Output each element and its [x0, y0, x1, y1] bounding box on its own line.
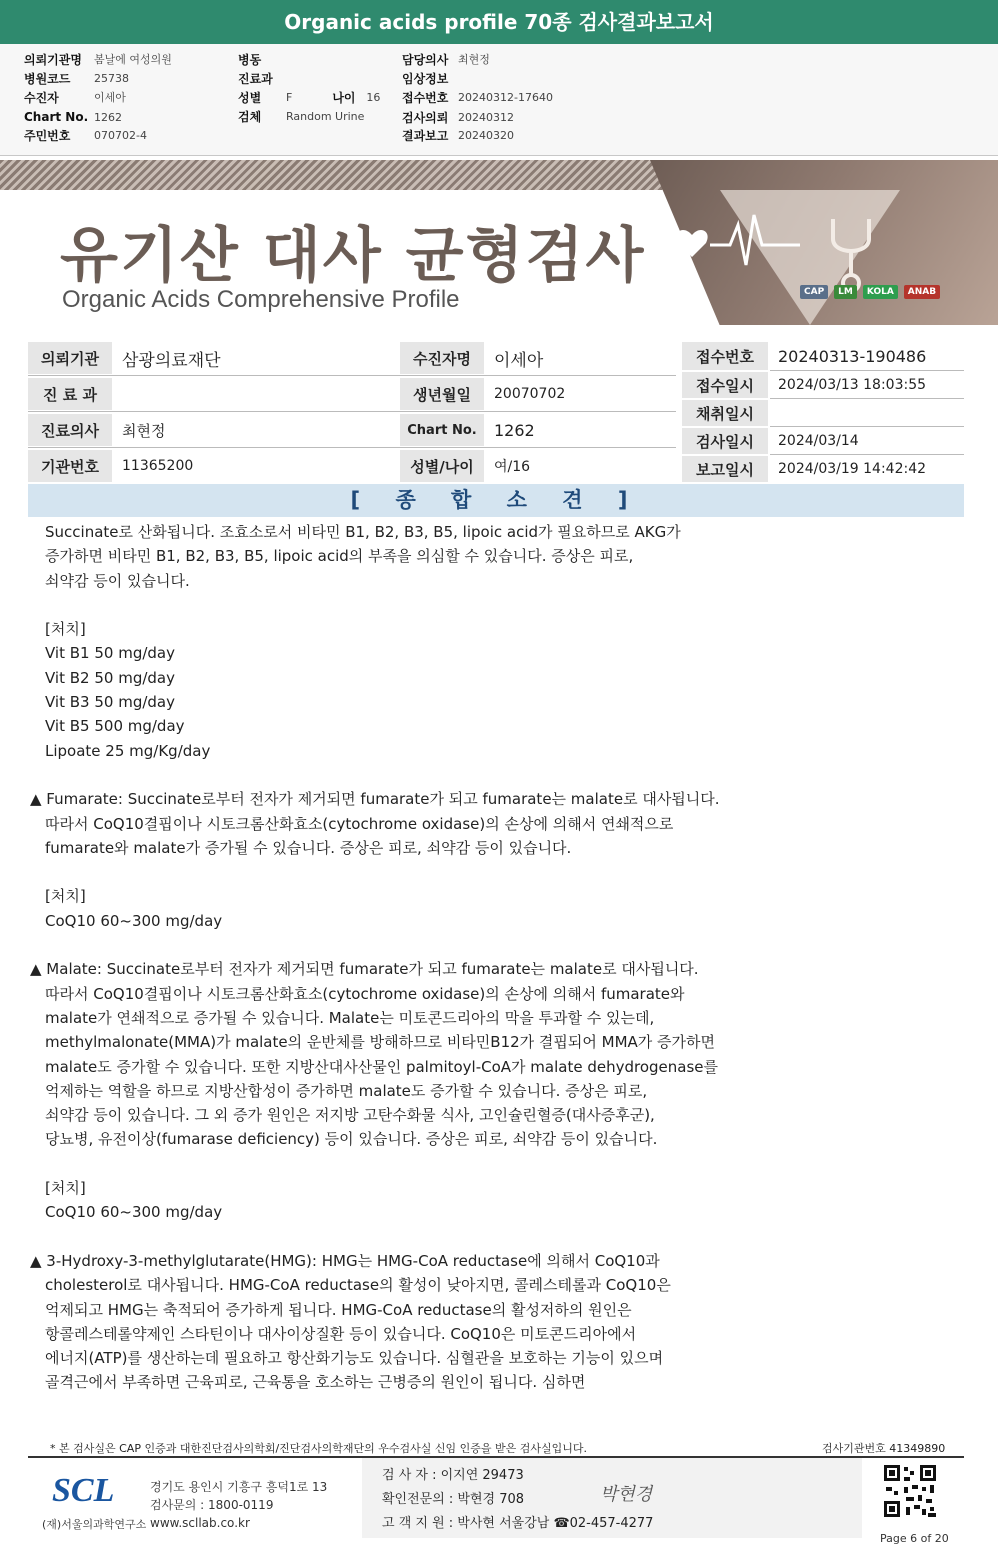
doctor-value: 최현정: [458, 53, 490, 66]
summary-line: Vit B1 50 mg/day: [45, 644, 175, 663]
summary-line: 항콜레스테롤약제인 스타틴이나 대사이상질환 등이 있습니다. CoQ10은 미토콘드리아에서: [45, 1324, 637, 1343]
tester: 검 사 자 : 이지연 29473: [382, 1468, 524, 1483]
specimen-label: 검체: [238, 109, 262, 124]
info-doctor-value: 최현정: [122, 421, 166, 440]
info-patient-label: 수진자명: [400, 342, 484, 374]
summary-line: malate도 증가할 수 있습니다. 또한 지방산대사산물인 palmitoyl-CoA가 malate dehydrogenase를: [45, 1057, 719, 1076]
report-value: 20240320: [458, 128, 514, 142]
request-label: 검사의뢰: [402, 110, 449, 125]
info-orgno-label: 기관번호: [28, 450, 112, 482]
summary-line: ▲ Fumarate: Succinate로부터 전자가 제거되면 fumarate가 되고 fumarate는 malate로 대사됩니다.: [30, 790, 720, 809]
requester-value: 봄날에 여성의원: [94, 53, 172, 66]
requester-label: 의뢰기관명: [24, 52, 82, 67]
address-block: [150, 1478, 327, 1532]
summary-line: [30, 1225, 960, 1249]
org-name: (재)서울의과학연구소: [42, 1518, 147, 1531]
summary-line: [30, 763, 960, 787]
info-test-label: 검사일시: [682, 428, 768, 454]
summary-line: [처치]: [45, 1179, 86, 1198]
summary-line: ▲ Malate: Succinate로부터 전자가 제거되면 fumarate가 되고 fumarate는 malate로 대사됩니다.: [30, 960, 699, 979]
report-page: [0, 160, 998, 1564]
summary-line: 따라서 CoQ10결핍이나 시토크롬산화효소(cytochrome oxidase)의 손상에 의해서 연쇄적으로: [45, 814, 674, 833]
info-receiptdt-label: 접수일시: [682, 372, 768, 398]
summary-line: malate가 연쇄적으로 증가될 수 있습니다. Malate는 미토콘드리아의 막을 투과할 수 있는데,: [45, 1008, 655, 1027]
info-doctor-label: 진료의사: [28, 414, 112, 446]
info-report-label: 보고일시: [682, 456, 768, 482]
info-sexage-label: 성별/나이: [400, 450, 484, 482]
kola-logo: KOLA: [863, 285, 898, 299]
divider: [770, 398, 964, 399]
qr-code-icon: [882, 1463, 938, 1519]
summary-line: ▲ 3-Hydroxy-3-methylglutarate(HMG): HMG는 HMG-CoA reductase에 의해서 CoQ10과: [30, 1251, 660, 1270]
signature: 박현경: [600, 1484, 653, 1504]
divider: [770, 454, 964, 455]
info-collect-value: [770, 400, 964, 426]
sex-label: 성별: [238, 90, 262, 105]
divider: [770, 426, 964, 427]
page-number: Page 6 of 20: [880, 1532, 949, 1545]
summary-line: [30, 933, 960, 957]
clinical-label: 임상정보: [402, 71, 449, 86]
summary-line: fumarate와 malate가 증가될 수 있습니다. 증상은 피로, 쇠약감 등이 있습니다.: [45, 838, 572, 857]
certification-logos: [800, 285, 940, 299]
confirmer: 확인전문의 : 박현경 708: [382, 1492, 525, 1507]
summary-line: 에너지(ATP)를 생산하는데 필요하고 항산화기능도 있습니다. 심혈관을 보호하는 기능이 있으며: [45, 1349, 664, 1368]
hospital-code-label: 병원코드: [24, 71, 71, 86]
info-patient-value: 이세아: [494, 350, 544, 371]
info-report-value: 2024/03/19 14:42:42: [778, 461, 927, 477]
summary-line: [처치]: [45, 620, 86, 639]
address: 경기도 용인시 기흥구 흥덕1로 13: [150, 1480, 328, 1494]
summary-line: cholesterol로 대사됩니다. HMG-CoA reductase의 활성이 낮아지면, 콜레스테롤과 CoQ10은: [45, 1276, 671, 1295]
summary-body: [30, 520, 960, 1395]
info-requester-label: 의뢰기관: [28, 342, 112, 374]
summary-line: [30, 860, 960, 884]
age-value: 16: [366, 90, 381, 104]
sex-value: F: [286, 90, 293, 104]
summary-heading: [ 종 합 소 견 ]: [28, 484, 964, 517]
certification-note: * 본 검사실은 CAP 인증과 대한진단검사의학회/진단검사의학재단의 우수검사실 신임 인증을 받은 검사실입니다.: [50, 1442, 588, 1455]
summary-line: 쇠약감 등이 있습니다. 그 외 증가 원인은 저지방 고탄수화물 식사, 고인슐린혈증(대사증후군),: [45, 1106, 655, 1125]
summary-line: 억제하는 역할을 하므로 지방산합성이 증가하면 malate도 증가할 수 있습니다. 증상은 피로,: [45, 1081, 648, 1100]
dept-label: 진료과: [238, 71, 273, 86]
receipt-label: 접수번호: [402, 90, 449, 105]
info-birth-label: 생년월일: [400, 378, 484, 410]
cap-logo: CAP: [800, 285, 828, 299]
summary-line: 억제되고 HMG는 축적되어 증가하게 됩니다. HMG-CoA reductase의 활성저하의 원인은: [45, 1300, 632, 1319]
summary-line: methylmalonate(MMA)가 malate의 운반체를 방해하므로 비타민B12가 결핍되어 MMA가 증가하면: [45, 1033, 716, 1052]
chart-value: 1262: [94, 110, 122, 124]
inquiry-phone: 검사문의 : 1800-0119: [150, 1498, 274, 1512]
patient-label: 수진자: [24, 90, 59, 105]
info-dept-label: 진 료 과: [28, 378, 112, 410]
summary-line: CoQ10 60~300 mg/day: [45, 1203, 223, 1222]
hospital-code-value: 25738: [94, 71, 129, 85]
lm-logo: LM: [834, 285, 857, 299]
info-receiptno-label: 접수번호: [682, 342, 768, 370]
summary-line: Lipoate 25 mg/Kg/day: [45, 741, 211, 760]
patient-value: 이세아: [94, 91, 126, 104]
info-birth-value: 20070702: [494, 386, 566, 402]
specimen-value: Random Urine: [286, 109, 365, 123]
summary-line: Vit B3 50 mg/day: [45, 693, 175, 712]
anab-logo: ANAB: [904, 285, 940, 299]
summary-line: Vit B5 500 mg/day: [45, 717, 185, 736]
org-code: 검사기관번호 41349890: [822, 1442, 946, 1455]
divider: [28, 375, 676, 376]
summary-line: 따라서 CoQ10결핍이나 시토크롬산화효소(cytochrome oxidase)의 손상에 의해서 fumarate와: [45, 984, 685, 1003]
info-dept-value: [114, 378, 394, 410]
title-english: Organic Acids Comprehensive Profile: [62, 286, 460, 313]
summary-line: 골격근에서 부족하면 근육피로, 근육통을 호소하는 근병증의 원인이 됩니다. 심하면: [45, 1373, 586, 1392]
website-link[interactable]: www.scllab.co.kr: [150, 1516, 250, 1530]
info-test-value: 2024/03/14: [778, 433, 859, 449]
info-receiptno-value: 20240313-190486: [778, 346, 927, 366]
summary-line: 증가하면 비타민 B1, B2, B3, B5, lipoic acid의 부족을 의심할 수 있습니다. 증상은 피로,: [45, 547, 634, 566]
resident-value: 070702-4: [94, 128, 147, 142]
customer-support: 고 객 지 원 : 박사현 서울강남 ☎02-457-4277: [382, 1516, 654, 1531]
age-label: 나이: [332, 90, 356, 105]
summary-line: [30, 1152, 960, 1176]
summary-line: Vit B2 50 mg/day: [45, 668, 175, 687]
info-chart-value: 1262: [494, 420, 535, 440]
title-korean: 유기산 대사 균형검사: [60, 221, 646, 291]
scl-logo: SCL: [52, 1472, 115, 1509]
heartbeat-icon: [670, 205, 810, 275]
request-value: 20240312: [458, 110, 514, 124]
receipt-value: 20240312-17640: [458, 90, 553, 104]
resident-label: 주민번호: [24, 128, 71, 143]
summary-line: 쇠약감 등이 있습니다.: [45, 571, 190, 590]
summary-line: [30, 593, 960, 617]
header-info: [0, 44, 998, 156]
summary-line: 당뇨병, 유전이상(fumarase deficiency) 등이 있습니다. 증상은 피로, 쇠약감 등이 있습니다.: [45, 1130, 658, 1149]
summary-line: [처치]: [45, 887, 86, 906]
info-chart-label: Chart No.: [400, 414, 484, 446]
ward-label: 병동: [238, 52, 262, 67]
divider: [28, 411, 676, 412]
staff-box: [362, 1458, 862, 1538]
divider: [28, 447, 676, 448]
summary-line: CoQ10 60~300 mg/day: [45, 911, 223, 930]
info-sexage-value: 여/16: [494, 459, 531, 475]
chart-label: Chart No.: [24, 110, 89, 124]
info-requester-value: 삼광의료재단: [122, 350, 221, 371]
patient-info-table: [28, 342, 964, 482]
report-label: 결과보고: [402, 128, 449, 143]
info-receiptdt-value: 2024/03/13 18:03:55: [778, 377, 927, 393]
info-collect-label: 채취일시: [682, 400, 768, 426]
stethoscope-icon: [825, 215, 885, 295]
report-title: Organic acids profile 70종 검사결과보고서: [0, 0, 998, 44]
doctor-label: 담당의사: [402, 52, 449, 67]
info-orgno-value: 11365200: [122, 458, 194, 474]
summary-line: Succinate로 산화됩니다. 조효소로서 비타민 B1, B2, B3, B5, lipoic acid가 필요하므로 AKG가: [45, 523, 681, 541]
divider: [770, 370, 964, 371]
